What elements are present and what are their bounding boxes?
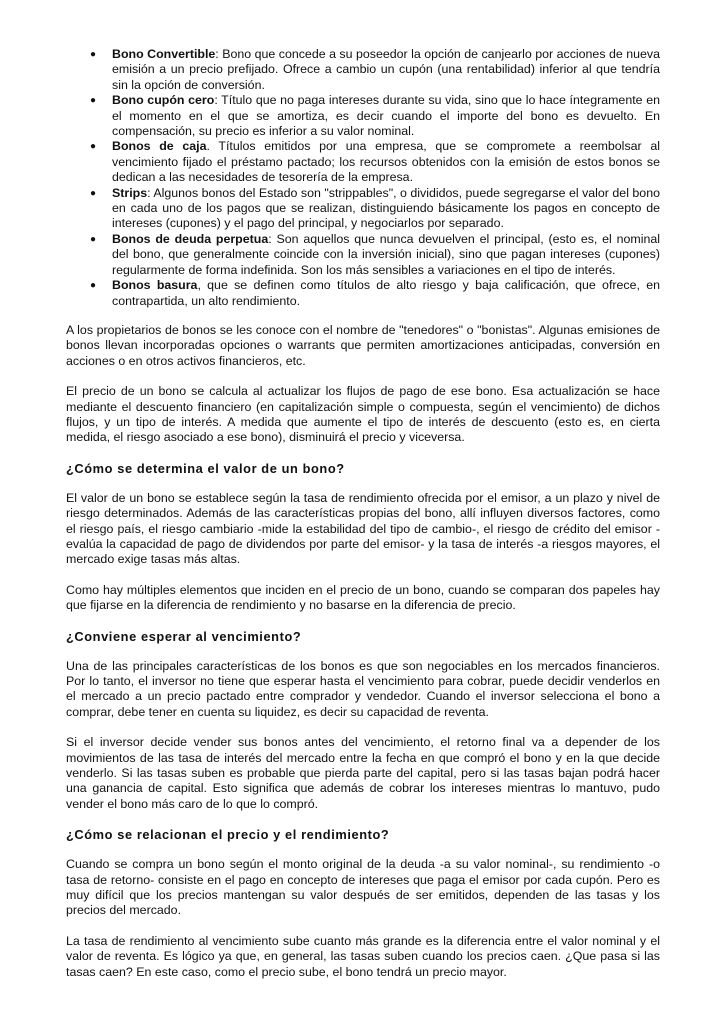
section-heading-maturity: ¿Conviene esperar al vencimiento? <box>66 628 302 644</box>
bond-types-list <box>66 47 660 309</box>
list-item <box>112 186 660 232</box>
paragraph: Si el inversor decide vender sus bonos antes del vencimiento, el retorno final va a depender de los movimientos de las tasa de interés del mercado entre la fecha en que compró el bono y en la que decide venderlo. Si las tasas suben es probable que pierda parte del capital, pero si las tasas bajan podrá hacer una ganancia de capital. Esto significa que además de cobrar los intereses mientras lo mantuvo, pudo vender el bono más caro de lo que lo compró. <box>66 735 660 811</box>
bullet-text: : Algunos bonos del Estado son "strippables", o divididos, puede segregarse el valor del bono en cada uno de los pagos que se realizan, distinguiendo básicamente los pagos en concepto de intereses (cupones) y el pago del principal, y negociarlos por separado. <box>112 185 660 231</box>
paragraph-bond-price: El precio de un bono se calcula al actualizar los flujos de pago de ese bono. Esa actualización se hace mediante el descuento financiero (en capitalización simple o compuesta, según el vencimiento) de dichos flujos, y un tipo de interés. A medida que aumente el tipo de interés de descuento (esto es, en cierta medida, el riesgo asociado a ese bono), disminuirá el precio y viceversa. <box>66 384 660 445</box>
section-heading-price-yield: ¿Cómo se relacionan el precio y el rendimiento? <box>66 827 390 843</box>
paragraph: Una de las principales características de los bonos es que son negociables en los mercados financieros. Por lo tanto, el inversor no tiene que esperar hasta el vencimiento para cobrar, puede decidir venderlos en el mercado a un precio pactado entre comprador y vendedor. Cuando el inversor selecciona el bono a comprar, debe tener en cuenta su liquidez, es decir su capacidad de reventa. <box>66 658 660 719</box>
paragraph-bondholders: A los propietarios de bonos se les conoce con el nombre de "tenedores" o "bonistas". Algunas emisiones de bonos llevan incorporadas opciones o warrants que permiten amortizaciones anticipadas, conversión en acciones o en otros activos financieros, etc. <box>66 322 660 368</box>
bullet-text: : Son aquellos que nunca devuelven el principal, (esto es, el nominal del bono, que generalmente coincide con la inversión inicial), sino que pagan intereses (cupones) regularmente de forma indefinida. Son los más sensibles a variaciones en el tipo de interés. <box>112 231 660 277</box>
list-item <box>112 278 660 309</box>
list-item <box>112 232 660 278</box>
bullet-text: : Título que no paga intereses durante su vida, sino que lo hace íntegramente en el momento en el que se amortiza, es decir cuando el importe del bono es devuelto. En compensación, su precio es inferior a su valor nominal. <box>112 93 660 139</box>
bullet-text: : Bono que concede a su poseedor la opción de canjearlo por acciones de nueva emisión a un precio prefijado. Ofrece a cambio un cupón (una rentabilidad) inferior al que tendría sin la opción de conversión. <box>112 47 660 92</box>
paragraph: Como hay múltiples elementos que inciden en el precio de un bono, cuando se comparan dos papeles hay que fijarse en la diferencia de rendimiento y no basarse en la diferencia de precio. <box>66 582 660 613</box>
list-item <box>112 93 660 139</box>
paragraph: Cuando se compra un bono según el monto original de la deuda -a su valor nominal-, su rendimiento -o tasa de retorno- consiste en el pago en concepto de intereses que paga el emisor por cada cupón. Pero es muy difícil que los precios mantengan su valor después de ser emitidos, dependen de las tasas y los precios del mercado. <box>66 857 660 918</box>
bullet-term: Bonos de deuda perpetua <box>112 231 269 246</box>
paragraph: El valor de un bono se establece según la tasa de rendimiento ofrecida por el emisor, a un plazo y nivel de riesgo determinados. Además de las características propias del bono, allí influyen diversos factores, como el riesgo país, el riesgo cambiario -mide la estabilidad del tipo de cambio-, el riesgo de crédito del emisor -evalúa la capacidad de pago de dividendos por parte del emisor- y la tasa de interés -a riesgos mayores, el mercado exige tasas más altas. <box>66 490 660 567</box>
section-heading-value: ¿Cómo se determina el valor de un bono? <box>66 460 345 476</box>
list-item <box>112 47 660 93</box>
bullet-text: . Títulos emitidos por una empresa, que se compromete a reembolsar al vencimiento fijado el préstamo pactado; los recursos obtenidos con la emisión de estos bonos se dedican a las necesidades de tesorería de la empresa. <box>112 139 660 185</box>
document-body <box>66 47 660 995</box>
bullet-term: Bono Convertible <box>112 47 216 61</box>
paragraph: La tasa de rendimiento al vencimiento sube cuanto más grande es la diferencia entre el valor nominal y el valor de reventa. Es lógico ya que, en general, las tasas suben cuando los precios caen. ¿Que pasa si las tasas caen? En este caso, como el precio sube, el bono tendrá un precio mayor. <box>66 933 660 979</box>
bullet-term: Bonos basura <box>112 278 198 293</box>
bullet-term: Bonos de caja <box>112 139 207 154</box>
list-item <box>112 139 660 185</box>
bullet-text: , que se definen como títulos de alto riesgo y baja calificación, que ofrece, en contrapartida, un alto rendimiento. <box>112 278 660 308</box>
bullet-term: Bono cupón cero <box>112 93 215 108</box>
bullet-term: Strips <box>112 185 148 200</box>
